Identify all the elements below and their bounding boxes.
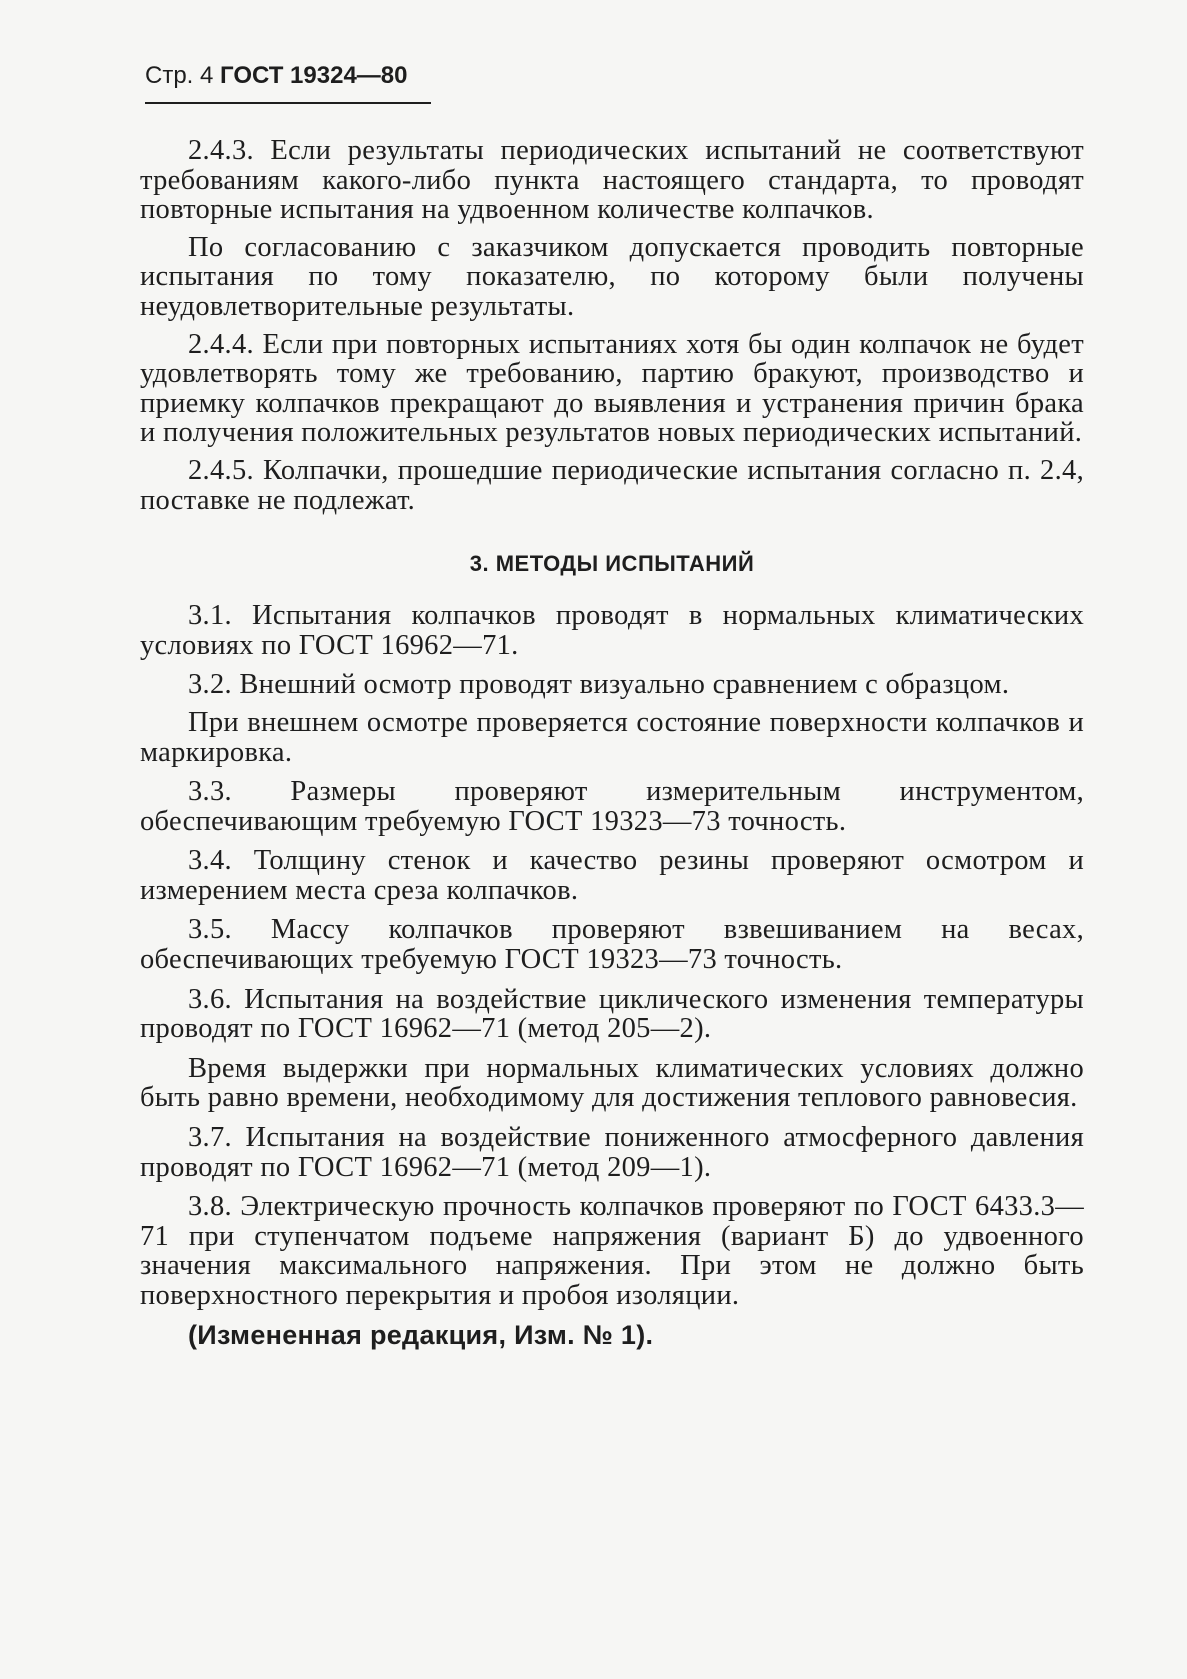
paragraph-3-7: 3.7. Испытания на воздействие пониженного атмосферного давления проводят по ГОСТ 16962—71 (метод 209—1). bbox=[140, 1122, 1084, 1183]
paragraph-3-5: 3.5. Массу колпачков проверяют взвешиванием на весах, обеспечивающих требуемую ГОСТ 19323—73 точность. bbox=[140, 914, 1084, 976]
standard-code: ГОСТ 19324—80 bbox=[220, 62, 408, 89]
paragraph-3-2: 3.2. Внешний осмотр проводят визуально сравнением с образцом. bbox=[188, 669, 1010, 701]
paragraph-3-3: 3.3. Размеры проверяют измерительным инструментом, обеспечивающим требуемую ГОСТ 19323—73 точность. bbox=[140, 776, 1084, 837]
paragraph-2-4-5: 2.4.5. Колпачки, прошедшие периодические испытания согласно п. 2.4, поставке не подлежат. bbox=[140, 454, 1084, 516]
amendment-note: (Измененная редакция, Изм. № 1). bbox=[188, 1319, 654, 1350]
paragraph-3-8: 3.8. Электрическую прочность колпачков проверяют по ГОСТ 6433.3—71 при ступенчатом подъеме напряжения (вариант Б) до удвоенного значения максимального напряжения. При этом не должно быть поверхностного перекрытия и пробоя изоляции. bbox=[140, 1191, 1084, 1311]
paragraph-3-4: 3.4. Толщину стенок и качество резины проверяют осмотром и измерением места среза колпачков. bbox=[140, 845, 1084, 906]
paragraph-3-6-holding-time: Время выдержки при нормальных климатических условиях должно быть равно времени, необходимому для достижения теплового равновесия. bbox=[140, 1052, 1084, 1114]
page-number: Стр. 4 bbox=[145, 62, 214, 89]
paragraph-3-2-inspection: При внешнем осмотре проверяется состояние поверхности колпачков и маркировка. bbox=[140, 706, 1084, 768]
document-body bbox=[140, 136, 1084, 1350]
paragraph-2-4-4: 2.4.4. Если при повторных испытаниях хотя бы один колпачок не будет удовлетворять тому же требованию, партию бракуют, производство и приемку колпачков прекращают до выявления и устранения причин брака и получения положительных результатов новых периодических испытаний. bbox=[140, 328, 1084, 449]
paragraph-3-1: 3.1. Испытания колпачков проводят в нормальных климатических условиях по ГОСТ 16962—71. bbox=[140, 600, 1084, 661]
paragraph-2-4-3: 2.4.3. Если результаты периодических испытаний не соответствуют требованиям какого-либо пункта настоящего стандарта, то проводят повторные испытания на удвоенном количестве колпачков. bbox=[140, 135, 1084, 226]
page-header bbox=[145, 58, 431, 104]
paragraph-3-6: 3.6. Испытания на воздействие циклического изменения температуры проводят по ГОСТ 16962—71 (метод 205—2). bbox=[140, 983, 1084, 1045]
paragraph-2-4-3-agreement: По согласованию с заказчиком допускается проводить повторные испытания по тому показателю, по которому были получены неудовлетворительные результаты. bbox=[140, 231, 1084, 322]
section-3-title: 3. МЕТОДЫ ИСПЫТАНИЙ bbox=[469, 551, 755, 577]
